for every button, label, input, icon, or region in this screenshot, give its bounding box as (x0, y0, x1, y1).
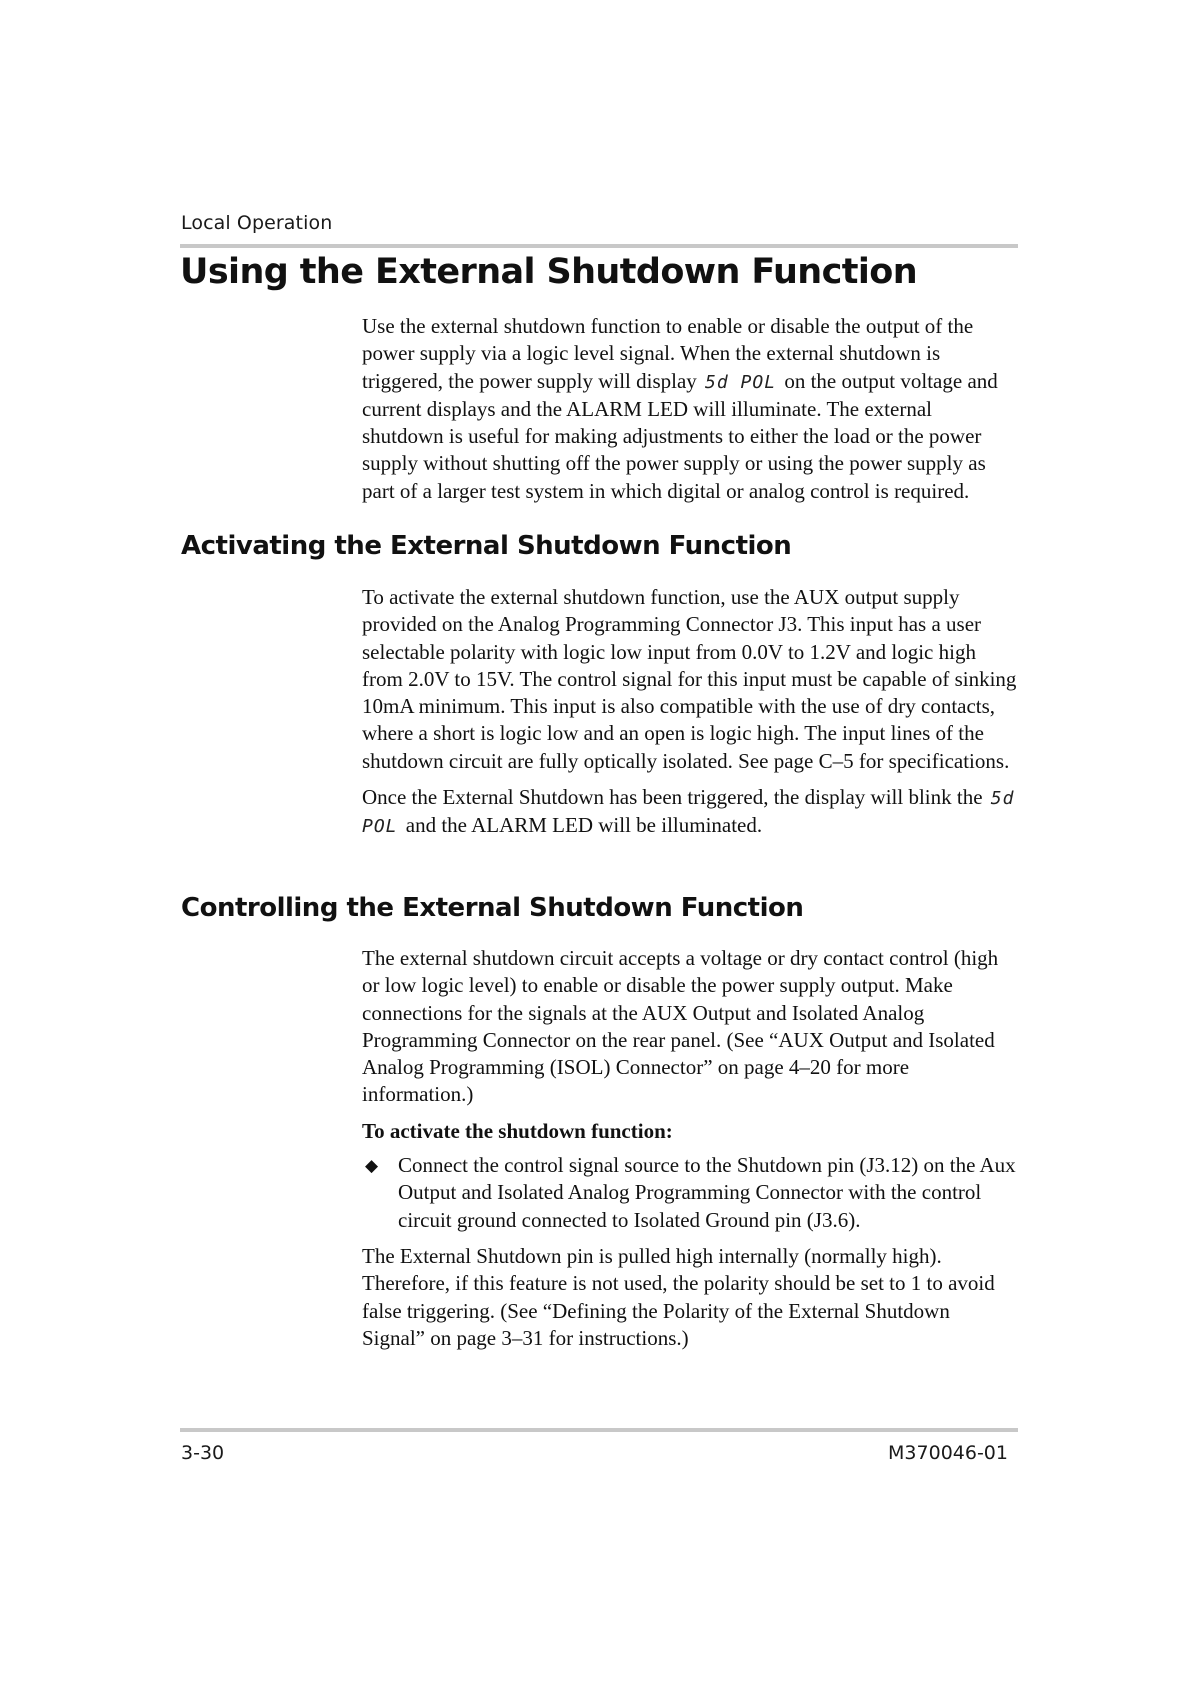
intro-text-1: Use the external shutdown function to enable or disable the output of the power supply via a logic level signal. When the external shutdown is triggered, the power supply will display (362, 314, 974, 393)
header-rule (180, 244, 1018, 248)
controlling-paragraph-1: The external shutdown circuit accepts a voltage or dry contact control (high or low logic level) to enable or disable the power supply output. Make connections for the signals at the AUX Output and Isolated Analog Programming Connector on the rear panel. (See “AUX Output and Isolated Analog Programming (ISOL) Connector” on page 4–20 for more information.) (362, 946, 999, 1107)
footer-rule (180, 1428, 1018, 1432)
activating-section (362, 584, 1018, 841)
display-code-sd-pol-2: 5d POL (362, 788, 1015, 838)
activating-heading: Activating the External Shutdown Function (181, 531, 792, 561)
activating-paragraph-1: To activate the external shutdown function, use the AUX output supply provided on the Analog Programming Connector J3. This input has a user selectable polarity with logic low input from 0.0V to 1.2V and logic high from 2.0V to 15V. The control signal for this input must be capable of sinking 10mA minimum. This input is also compatible with the use of dry contacts, where a short is logic low and an open is logic high. The input lines of the shutdown circuit are fully optically isolated. See page C–5 for specifications. (362, 585, 1017, 773)
procedure-title: To activate the shutdown function: (362, 1118, 673, 1143)
running-header: Local Operation (181, 212, 333, 234)
procedure-step-text: Connect the control signal source to the Shutdown pin (J3.12) on the Aux Output and Isolated Analog Programming Connector with the control circuit ground connected to Isolated Ground pin (J3.6). (398, 1153, 1016, 1232)
procedure-step (362, 1152, 1018, 1234)
diamond-bullet-icon: ◆ (365, 1156, 379, 1176)
intro-paragraph (362, 313, 1018, 505)
activating-paragraph-2 (362, 784, 1018, 841)
intro-section (362, 313, 1018, 505)
controlling-section (362, 945, 1018, 1352)
page-number: 3-30 (181, 1442, 225, 1464)
page-title: Using the External Shutdown Function (180, 252, 918, 292)
controlling-heading: Controlling the External Shutdown Function (181, 893, 804, 923)
display-code-sd-pol: 5d POL (705, 371, 777, 393)
activating-text-2: and the ALARM LED will be illuminated. (400, 813, 763, 838)
intro-text-2: on the output voltage and current displays and the ALARM LED will illuminate. The external shutdown is useful for making adjustments to either the load or the power supply without shutting off the power supply or using the power supply as part of a larger test system in which digital or analog control is required. (362, 368, 998, 503)
document-number: M370046-01 (888, 1442, 1008, 1464)
activating-text-1: Once the External Shutdown has been triggered, the display will blink the (362, 785, 988, 810)
controlling-paragraph-2: The External Shutdown pin is pulled high internally (normally high). Therefore, if this feature is not used, the polarity should be set to 1 to avoid false triggering. (See “Defining the Polarity of the External Shutdown Signal” on page 3–31 for instructions.) (362, 1243, 995, 1350)
